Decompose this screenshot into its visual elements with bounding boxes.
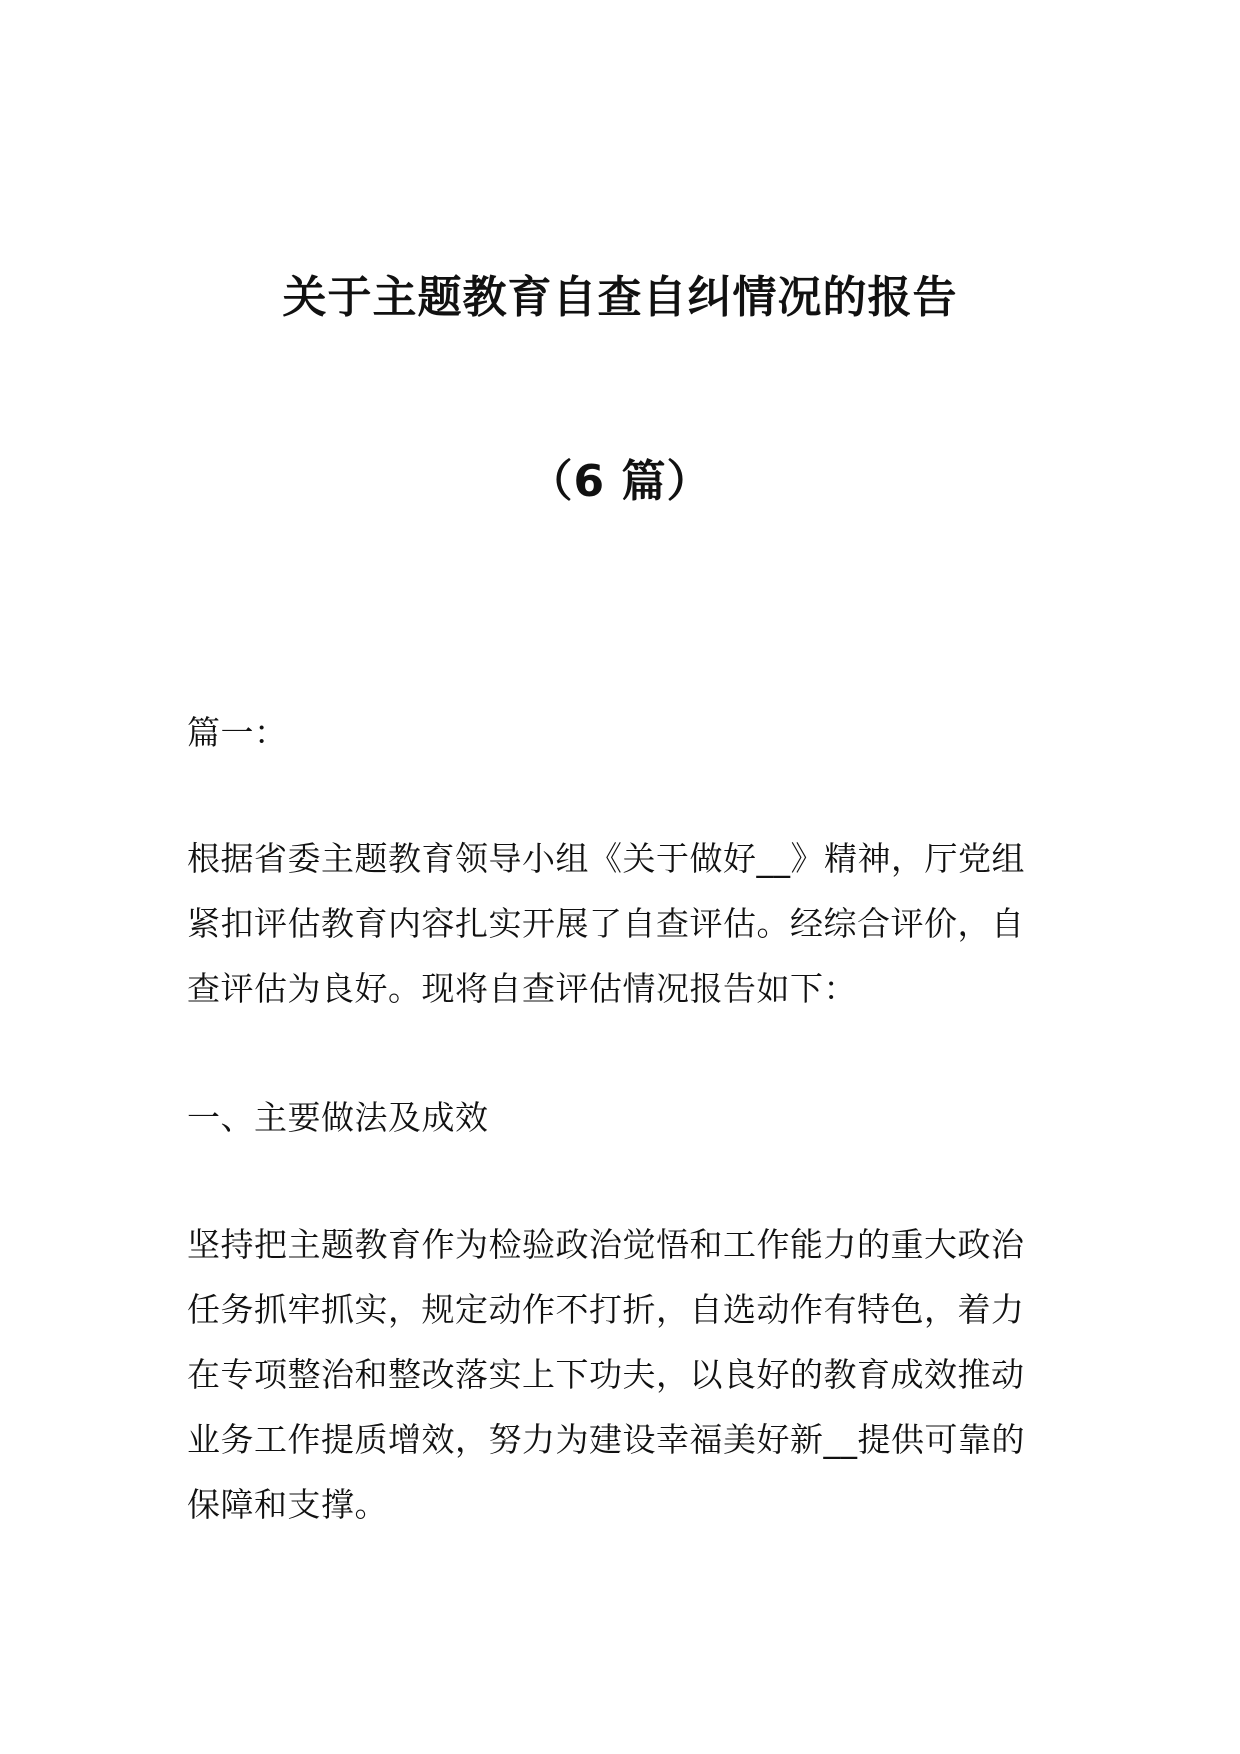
document-subtitle: （6 篇） xyxy=(528,456,712,507)
section-one-heading: 一、主要做法及成效 xyxy=(187,1098,489,1137)
part-heading: 篇一： xyxy=(187,713,288,752)
document-title: 关于主题教育自查自纠情况的报告 xyxy=(282,272,958,323)
section-one-paragraph: 坚持把主题教育作为检验政治觉悟和工作能力的重大政治任务抓牢抓实，规定动作不打折，自选动作有特色，着力在专项整治和整改落实上下功夫，以良好的教育成效推动业务工作提质增效，努力为建设幸福美好新__提供可靠的保障和支撑。 xyxy=(187,1225,1025,1524)
intro-paragraph: 根据省委主题教育领导小组《关于做好__》精神，厅党组紧扣评估教育内容扎实开展了自查评估。经综合评价，自查评估为良好。现将自查评估情况报告如下： xyxy=(187,839,1025,1008)
